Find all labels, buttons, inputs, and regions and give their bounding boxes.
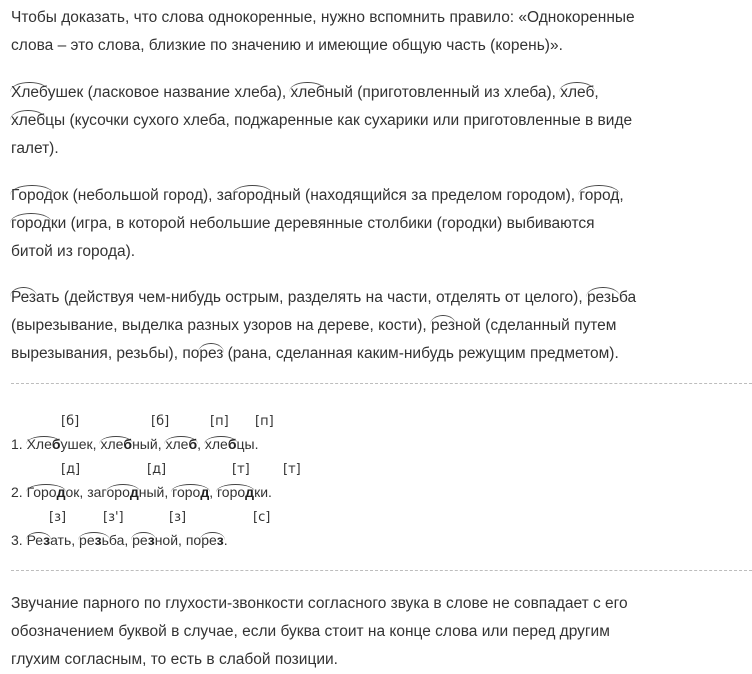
text-line [11,312,636,340]
word-root: хлеб [290,79,324,107]
text-line [11,340,636,368]
highlighted-letter: б [227,436,237,452]
text-line [11,210,624,238]
word-prefix: по [182,345,200,362]
root-letters: ь [101,532,109,548]
intro-line: слова – это слова, близкие по значению и имеющие общую часть (корень)». [11,37,563,54]
word-ending: ки [50,215,67,232]
word-definition: (находящийся за пределом городом), [300,187,580,204]
word-ending: ать [36,289,60,306]
row-number: 2. [11,484,27,500]
conclusion-line: обозначением буквой в случае, если буква стоит на конце слова или перед другим [11,623,610,640]
root-letters: Хле [26,436,52,452]
cut-words-paragraph [11,284,636,368]
highlighted-letter: б [51,436,61,452]
word-definition: (игра, в которой небольшие деревянные столбики (городки) выбиваются [66,215,595,232]
word-ending: ба [619,289,637,306]
word-ending: , [619,187,624,204]
highlighted-letter: з [94,532,102,548]
conclusion-line: глухим согласным, то есть в слабой позиции. [11,651,338,668]
intro-line: Чтобы доказать, что слова однокоренные, нужно вспомнить правило: «Однокоренные [11,9,635,26]
conclusion-line: Звучание парного по глухости-звонкости согласного звука в слове не совпадает с его [11,595,628,612]
word-root: Рез [11,284,36,312]
word-root [27,530,50,550]
word-root [132,530,155,550]
word-definition: вырезывания, резьбы), [11,345,183,362]
transcription: [с] [253,510,271,525]
word-root: Город [11,182,53,210]
example-words [11,530,228,550]
word-definition: (действуя чем-нибудь острым, разделять на части, отделять от целого), [59,289,587,306]
text-line: битой из города). [11,243,136,260]
intro-paragraph [11,4,635,60]
transcription: [п] [210,414,229,429]
word-root: Хлеб [11,79,48,107]
text-line: галет). [11,140,59,157]
highlighted-letter: д [200,484,210,500]
highlighted-letter: д [245,484,255,500]
dashed-divider [11,570,752,571]
transcription: [т] [283,462,301,477]
word-root [27,482,66,502]
word-ending: ок, [65,484,88,500]
town-words-paragraph [11,182,624,266]
root-letters: горо [217,484,246,500]
word-ending: , [594,84,599,101]
word-root: хлеб [560,79,594,107]
word-ending: ный, [138,484,173,500]
word-ending: . [223,532,228,548]
bread-words-paragraph [11,79,632,163]
transcription: [д] [147,462,167,477]
text-line [11,284,636,312]
example-words [11,482,272,502]
root-letters: хле [100,436,124,452]
root-letters: оро [106,484,130,500]
word-definition: (ласковое название хлеба), [83,84,291,101]
root-letters: ре [132,532,148,548]
word-prefix: заг [87,484,107,500]
root-letters: хле [204,436,228,452]
word-root [205,434,237,454]
word-root: город [579,182,619,210]
word-root: резь [587,284,619,312]
word-root [27,434,61,454]
word-definition: (кусочки сухого хлеба, поджаренные как сухарики или приготовленные в виде [65,112,633,129]
word-ending: , [209,484,217,500]
root-letters: ре [201,532,217,548]
word-definition: (рана, сделанная каким-нибудь режущим предметом). [223,345,619,362]
text-line [11,107,632,135]
word-definition: (сделанный путем [480,317,617,334]
word-prefix: за [216,187,233,204]
highlighted-letter: б [188,436,198,452]
root-letters: Ре [26,532,44,548]
word-root: город [11,210,51,238]
transcription: [д] [61,462,81,477]
word-root: хлеб [11,107,45,135]
word-ending: ной [455,317,481,334]
row-number: 3. [11,532,27,548]
word-ending: ной, [154,532,186,548]
word-ending: цы [45,112,66,129]
transcription: [з] [169,510,187,525]
word-root [201,530,224,550]
transcription: [б] [61,414,80,429]
word-root: рез [431,312,455,340]
word-ending: ушек, [60,436,101,452]
word-root [172,482,209,502]
word-root [165,434,197,454]
word-root [100,434,132,454]
dashed-divider [11,383,752,384]
word-root: город [233,182,273,210]
word-ending: ный [324,84,353,101]
word-root [79,530,109,550]
root-letters: хле [165,436,189,452]
word-definition: (небольшой город), [68,187,217,204]
highlighted-letter: з [216,532,224,548]
row-number: 1. [11,436,27,452]
word-ending: ный, [132,436,166,452]
highlighted-letter: б [123,436,133,452]
text-line [11,182,624,210]
conclusion-paragraph [11,590,628,674]
word-ending: ба, [108,532,133,548]
root-letters: ре [79,532,95,548]
highlighted-letter: д [56,484,66,500]
transcription: [т] [232,462,250,477]
transcription: [з'] [103,510,124,525]
word-prefix: по [185,532,202,548]
word-ending: цы. [236,436,259,452]
word-ending: ок [52,187,69,204]
root-letters: горо [172,484,201,500]
word-definition: (вырезывание, выделка разных узоров на дереве, кости), [11,317,431,334]
word-ending: ушек [47,84,84,101]
transcription: [п] [255,414,274,429]
word-definition: (приготовленный из хлеба), [352,84,561,101]
example-words [11,434,259,454]
transcription: [з] [49,510,67,525]
highlighted-letter: д [129,484,139,500]
text-line [11,79,632,107]
transcription: [б] [151,414,170,429]
highlighted-letter: з [43,532,51,548]
word-ending: , [197,436,205,452]
root-letters: Горо [26,484,57,500]
word-root: рез [199,340,223,368]
word-ending: ать, [50,532,80,548]
word-ending: ки. [254,484,272,500]
word-ending: ный [272,187,301,204]
highlighted-letter: з [147,532,155,548]
word-root [217,482,254,502]
word-root [107,482,139,502]
